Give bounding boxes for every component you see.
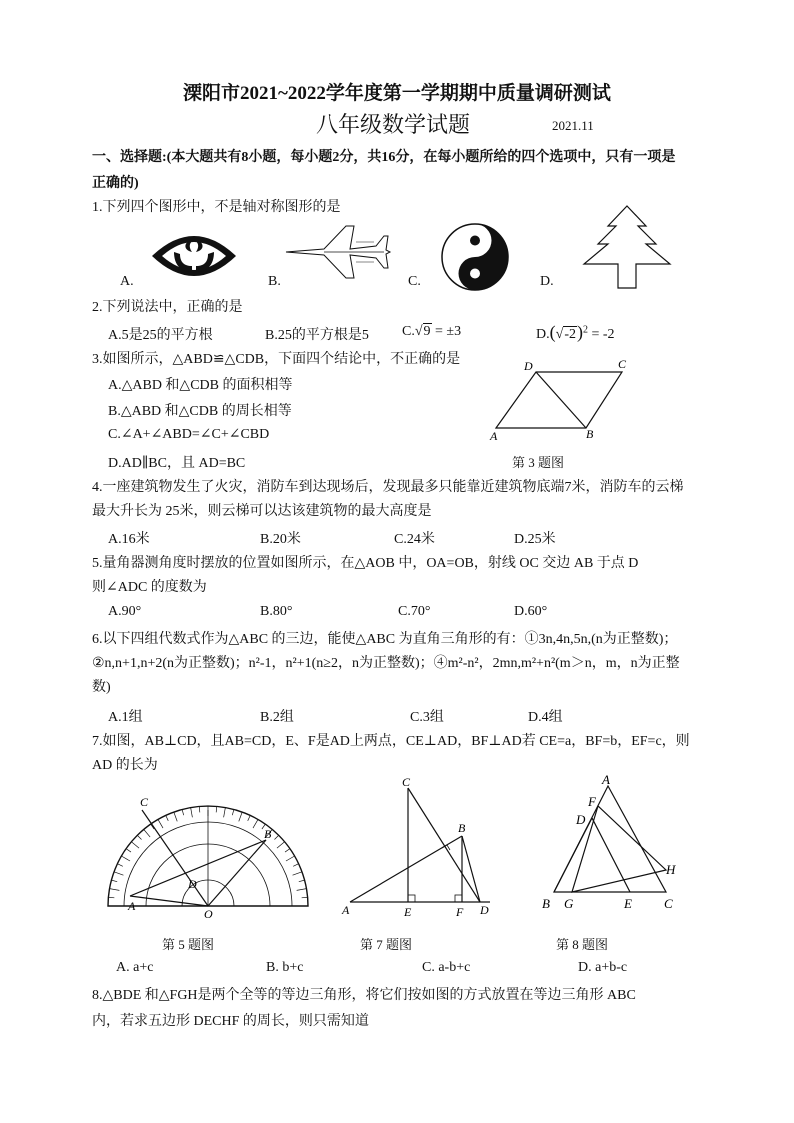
protractor-tick xyxy=(199,806,200,812)
protractor-tick xyxy=(126,849,131,852)
fig5-label-a: A xyxy=(128,899,136,913)
fig8-label-e: E xyxy=(624,896,632,911)
exam-date: 2021.11 xyxy=(552,118,594,133)
q5-option-b: B.80° xyxy=(260,604,293,619)
q3-option-b: B.△ABD 和△CDB 的周长相等 xyxy=(108,404,292,419)
q3-option-a: A.△ABD 和△CDB 的面积相等 xyxy=(108,378,293,393)
protractor-tick xyxy=(158,819,163,828)
protractor-tick xyxy=(253,819,258,828)
q6-line1: 6.以下四组代数式作为△ABC 的三边，能使△ABC 为直角三角形的有：①3n,4n,5n,(n为正整数)； xyxy=(92,632,678,647)
q7-line1: 7.如图，AB⊥CD，且AB=CD，E、F是AD上两点，CE⊥AD，BF⊥AD若 CE=a，BF=b，EF=c，则 xyxy=(92,734,690,749)
q8-line1: 8.△BDE 和△FGH是两个全等的等边三角形，将它们按如图的方式放置在等边三角形 ABC xyxy=(92,988,636,1003)
protractor-tick xyxy=(117,864,122,867)
protractor-tick xyxy=(293,864,298,867)
q2-option-c-radicand: 9 xyxy=(423,324,431,339)
protractor-tick xyxy=(302,897,308,898)
q6-option-c: C.3组 xyxy=(410,710,444,725)
protractor-tick xyxy=(299,880,305,882)
q3-figure-parallelogram xyxy=(488,356,638,446)
fig8-label-h: H xyxy=(666,862,676,877)
q1-option-c: C. xyxy=(408,274,421,289)
fig8-label-f: F xyxy=(588,794,596,809)
q1-option-b: B. xyxy=(268,274,281,289)
paren-close-icon: ) xyxy=(576,322,583,342)
protractor-tick xyxy=(182,809,184,815)
fig5-label-b: B xyxy=(264,827,272,841)
q4-option-c: C.24米 xyxy=(394,532,435,547)
q6-option-b: B.2组 xyxy=(260,710,294,725)
fig5-protractor xyxy=(96,790,322,920)
fig7-label-a: A xyxy=(342,903,350,917)
q2-option-d-prefix: D. xyxy=(536,327,550,342)
protractor-tick xyxy=(110,889,120,891)
q2-option-c-suffix: = ±3 xyxy=(431,324,462,339)
q3-label-d: D xyxy=(524,359,533,373)
protractor-tick xyxy=(144,829,150,837)
exam-subtitle: 八年级数学试题 xyxy=(316,112,471,137)
fig8-label-g: G xyxy=(564,896,574,911)
q1-figure-d-tree xyxy=(580,204,674,290)
protractor-tick xyxy=(111,880,117,882)
fig7-triangles xyxy=(340,776,500,922)
q8-line2: 内，若求五边形 DECHF 的周长，则只需知道 xyxy=(92,1014,369,1029)
fig8-triangles xyxy=(536,772,686,912)
q2-option-d-suffix: = -2 xyxy=(587,327,615,342)
fig8-label-a: A xyxy=(602,772,610,787)
q7-option-b: B. b+c xyxy=(266,960,304,975)
protractor-tick xyxy=(137,835,141,839)
fig5-label-c: C xyxy=(140,795,149,809)
fig7-label-e: E xyxy=(404,905,412,919)
q7-line2: AD 的长为 xyxy=(92,758,158,773)
q1-figure-a-emblem xyxy=(148,226,240,286)
protractor-tick xyxy=(216,806,217,812)
fig7-label-f: F xyxy=(456,905,464,919)
q2-option-c-prefix: C. xyxy=(402,324,415,339)
q1-figure-c-taiji xyxy=(440,222,510,292)
protractor-tick xyxy=(239,812,242,821)
protractor-tick xyxy=(174,812,177,821)
protractor-tick xyxy=(191,808,193,818)
q2-option-a: A.5是25的平方根 xyxy=(108,328,213,343)
fig7-label-c: C xyxy=(402,775,411,789)
protractor-tick xyxy=(248,815,251,820)
paren-open-icon: ( xyxy=(549,322,556,342)
section-heading-line1: 一、选择题:(本大题共有8小题，每小题2分，共16分，在每小题所给的四个选项中，只有一项是 xyxy=(92,150,676,165)
fig8-caption: 第 8 题图 xyxy=(556,937,609,952)
q7-option-d: D. a+b-c xyxy=(578,960,628,975)
protractor-tick xyxy=(274,835,278,839)
q5-line2: 则∠ADC 的度数为 xyxy=(92,580,207,595)
q1-option-d: D. xyxy=(540,274,554,289)
fig7-label-b: B xyxy=(458,821,466,835)
protractor-tick xyxy=(285,849,290,852)
q2-option-c xyxy=(402,324,461,340)
q4-option-d: D.25米 xyxy=(514,532,556,547)
q3-label-a: A xyxy=(490,429,498,443)
fig8-label-b: B xyxy=(542,896,550,911)
q4-line2: 最大升长为 25米，则云梯可以达该建筑物的最大高度是 xyxy=(92,504,432,519)
fig5-caption: 第 5 题图 xyxy=(162,937,215,952)
protractor-tick xyxy=(166,815,169,820)
q3-option-c: C.∠A+∠ABD=∠C+∠CBD xyxy=(108,427,270,442)
protractor-tick xyxy=(224,808,226,818)
q2-option-b: B.25的平方根是5 xyxy=(265,328,369,343)
q1-option-a: A. xyxy=(120,274,134,289)
exam-title: 溧阳市2021~2022学年度第一学期期中质量调研测试 xyxy=(183,83,611,104)
fig7-caption: 第 7 题图 xyxy=(360,937,413,952)
square-exponent-icon: 2 xyxy=(582,324,588,336)
q6-option-a: A.1组 xyxy=(108,710,143,725)
fig7-label-d: D xyxy=(480,903,489,917)
q5-option-c: C.70° xyxy=(398,604,431,619)
fig5-label-o: O xyxy=(204,907,213,921)
fig8-label-c: C xyxy=(664,896,673,911)
q2-option-d-radicand: -2 xyxy=(564,327,576,342)
protractor-tick xyxy=(114,872,123,875)
protractor-tick xyxy=(277,842,285,848)
q7-option-a: A. a+c xyxy=(116,960,154,975)
sqrt-icon: √ xyxy=(555,327,564,342)
fig5-label-d: D xyxy=(188,877,197,891)
section-heading-line2: 正确的) xyxy=(92,176,139,191)
q3-option-d: D.AD∥BC，且 AD=BC xyxy=(108,456,246,471)
q2-stem: 2.下列说法中，正确的是 xyxy=(92,300,243,315)
q6-line2: ②n,n+1,n+2(n为正整数)；n²-1，n²+1(n≥2，n为正整数)；④m²-n²，2mn,m²+n²(m＞n，m，n为正整 xyxy=(92,656,680,671)
fig8-label-d: D xyxy=(576,812,586,827)
q1-figure-b-jet xyxy=(284,222,394,282)
sqrt-icon: √ xyxy=(414,324,423,339)
q3-figure-caption: 第 3 题图 xyxy=(512,455,565,470)
protractor-tick xyxy=(297,889,307,891)
protractor-tick xyxy=(232,809,234,815)
protractor-tick xyxy=(108,897,114,898)
protractor-tick xyxy=(286,856,295,861)
q5-option-d: D.60° xyxy=(514,604,548,619)
q6-line3: 数) xyxy=(92,680,111,695)
q3-label-b: B xyxy=(586,427,594,441)
q4-line1: 4.一座建筑物发生了火灾，消防车到达现场后，发现最多只能靠近建筑物底端7米，消防车的云梯 xyxy=(92,480,684,495)
q5-line1: 5.量角器测角度时摆放的位置如图所示，在△AOB 中，OA=OB，射线 OC 交边 AB 于点 D xyxy=(92,556,639,571)
q3-label-c: C xyxy=(618,357,627,371)
q5-option-a: A.90° xyxy=(108,604,142,619)
protractor-tick xyxy=(121,856,130,861)
protractor-tick xyxy=(293,872,302,875)
q7-option-c: C. a-b+c xyxy=(422,960,471,975)
q3-stem: 3.如图所示，△ABD≌△CDB，下面四个结论中，不正确的是 xyxy=(92,352,461,367)
q2-option-d xyxy=(536,322,615,343)
q1-stem: 1.下列四个图形中，不是轴对称图形的是 xyxy=(92,200,341,215)
protractor-tick xyxy=(131,842,139,848)
q4-option-b: B.20米 xyxy=(260,532,301,547)
q4-option-a: A.16米 xyxy=(108,532,150,547)
q6-option-d: D.4组 xyxy=(528,710,563,725)
